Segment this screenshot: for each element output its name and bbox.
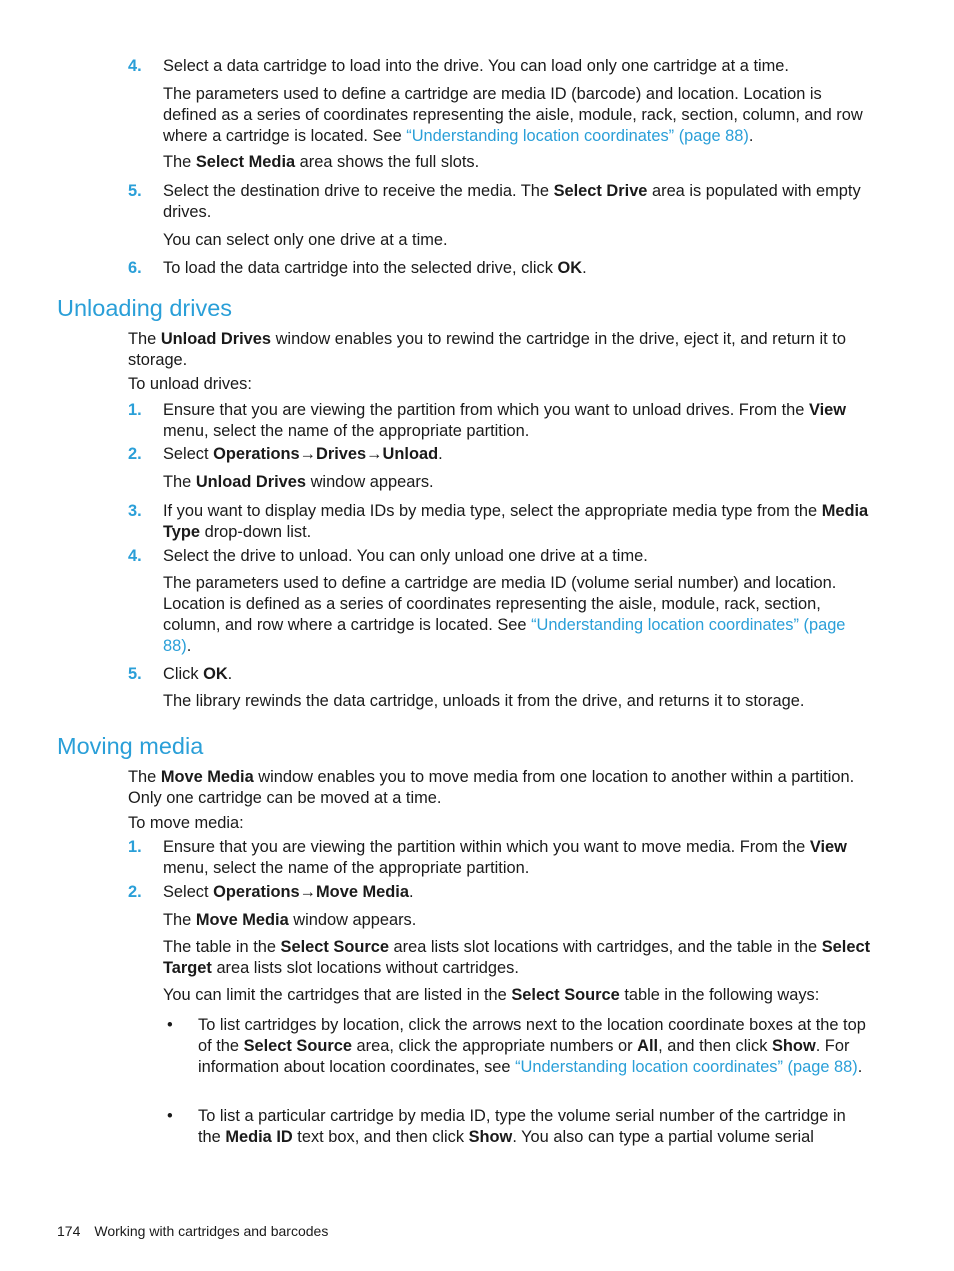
unloading-lead: To unload drives:	[128, 375, 252, 393]
step-text	[163, 400, 871, 442]
ui-term: Select Source	[280, 938, 389, 956]
text-run: You can limit the cartridges that are listed in the	[163, 986, 512, 1004]
unload-step-5-note: The library rewinds the data cartridge, unloads it from the drive, and returns it to storage.	[163, 692, 805, 710]
section-heading-moving-media: Moving media	[57, 733, 204, 759]
step-text	[163, 837, 871, 879]
menu-arrow: →	[366, 445, 383, 463]
text-run: The parameters used to define a cartridge are media ID (barcode) and location. Location is defined as a series of coordinates representing the aisle, module, rack, section, column, and row where a cartridge is located. See	[163, 85, 863, 145]
ui-term: Select Target	[163, 938, 871, 977]
move-step-2-note	[163, 910, 875, 931]
text-run: The	[128, 330, 161, 348]
text-run: The table in the	[163, 938, 281, 956]
text-run: menu, select the name of the appropriate partition.	[163, 422, 530, 440]
text-run: menu, select the name of the appropriate partition.	[163, 859, 530, 877]
bullet-text	[198, 1015, 868, 1078]
ui-term: Show	[468, 1128, 513, 1146]
step-text: Select the drive to unload. You can only unload one drive at a time.	[163, 547, 648, 565]
text-run: Click	[163, 665, 204, 683]
section-heading-unloading-drives: Unloading drives	[57, 295, 233, 321]
text-run: .	[438, 445, 443, 463]
ui-term: Unload Drives	[160, 330, 272, 348]
text-run: The	[163, 153, 196, 171]
load-step-4-detail	[163, 84, 875, 147]
menu-path-item: Move Media	[316, 883, 409, 901]
bullet-icon: •	[167, 1107, 173, 1125]
bullet-text	[198, 1106, 868, 1148]
unloading-intro	[128, 329, 873, 371]
text-run: window enables you to move media from one location to another within a partition. Only one cartridge can be moved at a time.	[128, 768, 855, 807]
text-run: Select	[163, 883, 214, 901]
text-run: .	[857, 1058, 863, 1076]
ui-term: Select Media	[195, 153, 296, 171]
text-run: Ensure that you are viewing the partition from which you want to unload drives. From the	[163, 401, 809, 419]
step-number: 2.	[128, 445, 142, 463]
step-text	[163, 181, 871, 223]
unload-step-2-note	[163, 472, 875, 493]
text-run: The parameters used to define a cartridge are media ID (volume serial number) and location. Location is defined as a series of coordinates representing the aisle, module, rack, section, column, and row where a cartridge is located. See	[163, 574, 837, 634]
text-run: Ensure that you are viewing the partition within which you want to move media. From the	[163, 838, 810, 856]
menu-path-item: Unload	[382, 445, 439, 463]
text-run: area shows the full slots.	[295, 153, 480, 171]
move-step-2-tables	[163, 937, 875, 979]
load-step-5-note: You can select only one drive at a time.	[163, 231, 448, 249]
step-number: 2.	[128, 883, 142, 901]
ui-term: Select Drive	[553, 182, 648, 200]
text-run: drop-down list.	[200, 523, 312, 541]
text-run: To load the data cartridge into the selected drive, click	[163, 259, 558, 277]
text-run: table in the following ways:	[619, 986, 820, 1004]
ui-term: All	[637, 1037, 659, 1055]
location-coordinates-link[interactable]: “Understanding location coordinates” (page 88)	[515, 1058, 858, 1076]
text-run: , and then click	[658, 1037, 772, 1055]
text-run: area is populated with empty drives.	[163, 182, 861, 221]
step-number: 3.	[128, 502, 142, 520]
menu-arrow: →	[299, 883, 317, 901]
step-text	[163, 501, 871, 543]
menu-path-item: Operations	[213, 883, 300, 901]
ui-term: View	[808, 401, 846, 419]
ui-term: Select Source	[511, 986, 620, 1004]
step-number: 4.	[128, 547, 142, 565]
text-run: .	[748, 127, 754, 145]
bullet-icon: •	[167, 1016, 173, 1034]
text-run: . For information about location coordinates, see	[198, 1037, 850, 1076]
text-run: area lists slot locations without cartridges.	[211, 959, 519, 977]
step-number: 5.	[128, 182, 142, 200]
step-text	[163, 664, 871, 685]
menu-path-item: Operations	[213, 445, 300, 463]
text-run: window appears.	[306, 473, 434, 491]
moving-intro	[128, 767, 873, 809]
location-coordinates-link[interactable]: “Understanding location coordinates” (page 88)	[406, 127, 749, 145]
text-run: .	[227, 665, 233, 683]
step-text	[163, 258, 871, 279]
text-run: text box, and then click	[292, 1128, 469, 1146]
ui-term: Select Source	[243, 1037, 352, 1055]
ui-term: View	[809, 838, 847, 856]
text-run: Select the destination drive to receive the media. The	[163, 182, 554, 200]
move-step-2-limit	[163, 985, 875, 1006]
page-footer	[57, 1222, 328, 1240]
step-number: 4.	[128, 57, 142, 75]
text-run: .	[408, 883, 414, 901]
step-text: Select a data cartridge to load into the drive. You can load only one cartridge at a time.	[163, 57, 789, 75]
text-run: The	[163, 911, 196, 929]
menu-arrow: →	[299, 445, 317, 463]
text-run: area lists slot locations with cartridges, and the table in the	[388, 938, 822, 956]
footer-section-title: Working with cartridges and barcodes	[94, 1223, 329, 1239]
location-coordinates-link[interactable]: “Understanding location coordinates” (page 88)	[163, 616, 846, 655]
ui-term: Unload Drives	[195, 473, 307, 491]
text-run: The	[128, 768, 161, 786]
step-text	[163, 882, 871, 903]
text-run: window appears.	[288, 911, 417, 929]
text-run: To list cartridges by location, click the arrows next to the location coordinate boxes at the top of the	[198, 1016, 866, 1055]
ui-term: OK	[557, 259, 583, 277]
step-number: 1.	[128, 401, 142, 419]
menu-path-item: Drives	[316, 445, 367, 463]
page-number: 174	[57, 1223, 81, 1239]
text-run: Select	[163, 445, 214, 463]
step-number: 5.	[128, 665, 142, 683]
text-run: If you want to display media IDs by media type, select the appropriate media type from the	[163, 502, 822, 520]
ui-term: Move Media	[160, 768, 254, 786]
text-run: The	[163, 473, 196, 491]
ui-term: Media Type	[163, 502, 869, 541]
text-run: .	[582, 259, 587, 277]
text-run: To list a particular cartridge by media ID, type the volume serial number of the cartridge in the	[198, 1107, 846, 1146]
step-number: 1.	[128, 838, 142, 856]
unload-step-4-detail	[163, 573, 875, 657]
text-run: window enables you to rewind the cartridge in the drive, eject it, and return it to storage.	[128, 330, 846, 369]
step-number: 6.	[128, 259, 142, 277]
moving-lead: To move media:	[128, 814, 244, 832]
text-run: .	[186, 637, 192, 655]
step-text	[163, 444, 871, 465]
ui-term: Media ID	[225, 1128, 293, 1146]
ui-term: Show	[771, 1037, 816, 1055]
ui-term: OK	[203, 665, 228, 683]
text-run: . You also can type a partial volume serial	[512, 1128, 814, 1146]
ui-term: Move Media	[195, 911, 289, 929]
load-step-4-note	[163, 152, 875, 173]
text-run: area, click the appropriate numbers or	[351, 1037, 638, 1055]
